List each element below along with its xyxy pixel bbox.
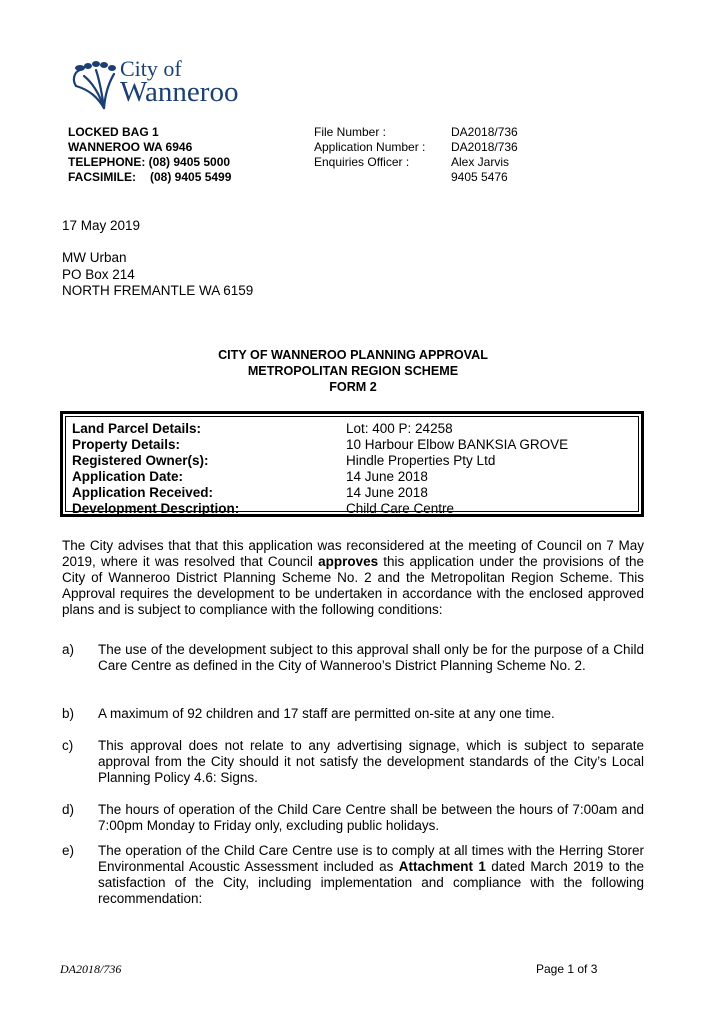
condition-item — [62, 802, 644, 834]
condition-text-end: dated March 2019 to the satisfaction of the City, including implementation and compliance with the following recommendation: — [98, 859, 645, 906]
condition-item — [62, 738, 644, 786]
detail-row — [70, 469, 634, 485]
page-number: Page 1 of 3 — [536, 962, 598, 976]
address-fax — [68, 170, 231, 185]
detail-label: Application Date: — [72, 469, 184, 484]
detail-row — [70, 421, 634, 437]
recipient-address — [62, 250, 253, 300]
detail-row — [70, 453, 634, 469]
enquiries-officer-phone: 9405 5476 — [451, 170, 508, 184]
heading-line-1: CITY OF WANNEROO PLANNING APPROVAL — [218, 348, 488, 362]
application-details-box — [60, 411, 644, 517]
letter-date: 17 May 2019 — [62, 218, 141, 233]
condition-text: The hours of operation of the Child Care Centre shall be between the hours of 7:00am and 7:00pm Monday to Friday only, excluding public holidays. — [98, 802, 644, 833]
attachment-reference: Attachment 1 — [398, 859, 486, 874]
detail-value: Hindle Properties Pty Ltd — [346, 453, 496, 468]
enquiries-officer-label: Enquiries Officer : — [314, 155, 410, 169]
condition-letter: e) — [62, 843, 75, 858]
detail-row — [70, 437, 634, 453]
recipient-suburb: NORTH FREMANTLE WA 6159 — [62, 283, 254, 298]
condition-letter: c) — [62, 738, 74, 753]
address-line-2: WANNEROO WA 6946 — [68, 140, 193, 154]
intro-approves-bold: approves — [318, 554, 379, 569]
intro-text-end: this application under the provisions of the City of Wanneroo District Planning Scheme No. 2 and the Metropolitan Region Scheme. This Approval requires the development to be undertaken in accordance with the enclosed approved plans and is subject to compliance with the following conditions: — [62, 554, 644, 617]
detail-label: Registered Owner(s): — [72, 453, 209, 468]
condition-text — [98, 843, 644, 907]
approval-heading — [62, 347, 644, 395]
application-number-label: Application Number : — [314, 140, 426, 154]
intro-text-start: The City advises that that this application was reconsidered at the meeting of Council on 7 May 2019, where it was resolved that Council — [62, 538, 644, 569]
detail-label: Development Description: — [72, 501, 240, 516]
detail-label: Application Received: — [72, 485, 214, 500]
condition-letter: d) — [62, 802, 75, 817]
recipient-po-box: PO Box 214 — [62, 266, 135, 282]
condition-item — [62, 706, 644, 722]
fax-number: (08) 9405 5499 — [150, 170, 232, 184]
application-number-value: DA2018/736 — [451, 140, 518, 154]
condition-item — [62, 843, 644, 907]
condition-text-start: The operation of the Child Care Centre use is to comply at all times with the Herring Storer Environmental Acoustic Assessment included as — [98, 843, 644, 874]
detail-row — [70, 485, 634, 501]
heading-line-2: METROPOLITAN REGION SCHEME — [247, 364, 459, 378]
logo-city-text: City of — [120, 56, 182, 81]
footer-reference: DA2018/736 — [60, 962, 122, 976]
condition-text: A maximum of 92 children and 17 staff are permitted on-site at any one time. — [98, 706, 555, 721]
detail-value: Lot: 400 P: 24258 — [346, 421, 453, 436]
banksia-plant-icon — [68, 58, 118, 110]
detail-value: 14 June 2018 — [346, 485, 428, 500]
detail-row — [70, 501, 634, 517]
intro-paragraph — [62, 538, 644, 618]
condition-letter: a) — [62, 642, 75, 657]
address-line-1: LOCKED BAG 1 — [68, 125, 159, 139]
condition-letter: b) — [62, 706, 75, 721]
recipient-name: MW Urban — [62, 250, 127, 265]
detail-label: Land Parcel Details: — [72, 421, 202, 436]
detail-value: 14 June 2018 — [346, 469, 428, 484]
condition-text: This approval does not relate to any advertising signage, which is subject to separate approval from the City should it not satisfy the development standards of the City’s Local Planning Policy 4.6: Signs. — [98, 738, 644, 785]
detail-value: Child Care Centre — [346, 501, 455, 516]
logo-name-text: Wanneroo — [120, 76, 239, 108]
file-number-value: DA2018/736 — [451, 125, 518, 139]
address-telephone: TELEPHONE: (08) 9405 5000 — [68, 155, 231, 169]
city-of-wanneroo-logo — [68, 56, 258, 112]
file-number-label: File Number : — [314, 125, 387, 139]
detail-label: Property Details: — [72, 437, 181, 452]
condition-text: The use of the development subject to this approval shall only be for the purpose of a Child Care Centre as defined in the City of Wanneroo’s District Planning Scheme No. 2. — [98, 642, 644, 673]
enquiries-officer-name: Alex Jarvis — [451, 155, 510, 169]
heading-line-3: FORM 2 — [329, 380, 377, 394]
condition-item — [62, 642, 644, 674]
council-address — [68, 125, 231, 185]
detail-value: 10 Harbour Elbow BANKSIA GROVE — [346, 437, 569, 452]
fax-label: FACSIMILE: — [68, 170, 136, 184]
